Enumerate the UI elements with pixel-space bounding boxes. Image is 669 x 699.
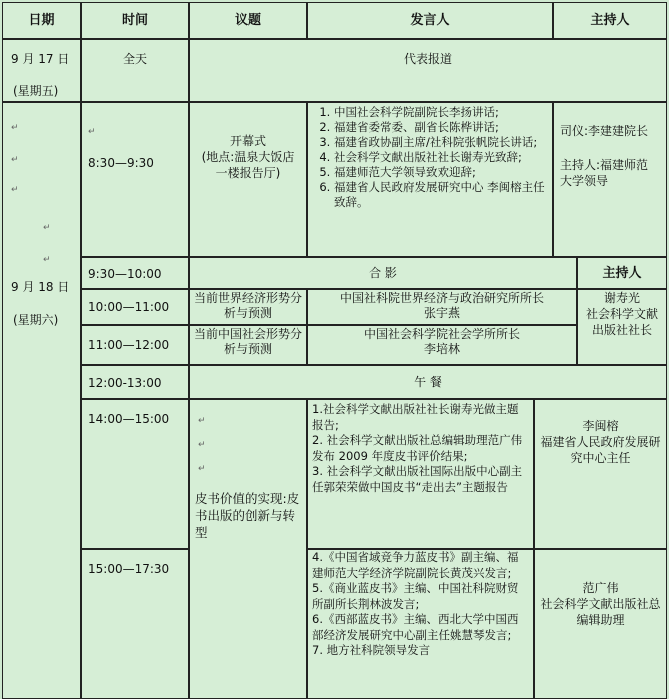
session2-topic: 当前中国社会形势分析与预测 (189, 325, 307, 365)
afternoon-s1-speakers (307, 399, 534, 549)
opening-speaker-4: 4. 社会科学文献出版社社长谢寿光致辞; (334, 150, 548, 165)
session1-topic: 当前世界经济形势分析与预测 (189, 289, 307, 325)
photo-label: 合 影 (189, 257, 577, 289)
day1-weekday: (星期五) (13, 84, 59, 98)
afternoon-topic-cell: ↵ ↵ ↵ 皮书价值的实现:皮书出版的创新与转型 (189, 399, 307, 699)
opening-speaker-5: 5. 福建师范大学领导致欢迎辞; (334, 165, 548, 180)
lunch-time-cell (81, 365, 189, 399)
afternoon-s2-speaker-7: 7. 地方社科院领导发言 (312, 643, 431, 657)
header-host: 主持人 (553, 2, 667, 39)
afternoon-s1-time-cell (81, 399, 189, 549)
opening-speaker-2: 2. 福建省委常委、副省长陈桦讲话; (334, 120, 548, 135)
morning-host: 谢寿光 社会科学文献出版社社长 (577, 289, 667, 365)
afternoon-s1-time: 14:00—15:00 (88, 412, 170, 426)
opening-speakers (307, 102, 553, 257)
afternoon-s2-speakers (307, 549, 534, 699)
session2-time: 11:00—12:00 (88, 338, 170, 352)
session1-speaker (307, 289, 577, 325)
afternoon-s2-speaker-4: 4.《中国省域竞争力蓝皮书》副主编、福建师范大学经济学院副院长黄茂兴发言; (312, 550, 519, 580)
day1-event: 代表报道 (189, 39, 667, 102)
lunch-time: 12:00-13:00 (88, 376, 162, 390)
afternoon-s1-host: 李闽榕 福建省人民政府发展研究中心主任 (534, 399, 667, 549)
opening-host-cell (553, 102, 667, 257)
opening-time-cell: ↵ 8:30—9:30 (81, 102, 189, 257)
day2-weekday: (星期六) (13, 313, 59, 327)
day1-date-cell (2, 39, 81, 102)
session2-speaker-name: 李培林 (423, 342, 460, 356)
lunch-label: 午 餐 (189, 365, 667, 399)
day1-date: 9 月 17 日 (11, 52, 70, 66)
session1-time: 10:00—11:00 (88, 300, 170, 314)
opening-time: 8:30—9:30 (88, 156, 154, 170)
afternoon-s2-time-cell (81, 549, 189, 699)
session1-speaker-name: 张宇燕 (423, 306, 460, 320)
morning-host-header: 主持人 (577, 257, 667, 289)
session2-speaker-title: 中国社会科学院社会学所所长 (363, 327, 520, 341)
session1-time-cell (81, 289, 189, 325)
afternoon-s1-speaker-3: 3. 社会科学文献出版社国际出版中心副主任郭荣荣做中国皮书“走出去”主题报告 (312, 464, 523, 494)
opening-speaker-3: 3. 福建省政协副主席/社科院张帆院长讲话; (334, 135, 548, 150)
header-topic: 议题 (189, 2, 307, 39)
header-speaker: 发言人 (307, 2, 553, 39)
header-time: 时间 (81, 2, 189, 39)
header-date: 日期 (2, 2, 81, 39)
photo-time-cell (81, 257, 189, 289)
afternoon-s2-host: 范广伟 社会科学文献出版社总编辑助理 (534, 549, 667, 699)
opening-host: 主持人:福建师范大学领导 (560, 158, 649, 188)
afternoon-s2-speaker-6: 6.《西部蓝皮书》主编、西北大学中国西部经济发展研究中心副主任姚慧琴发言; (312, 612, 519, 642)
day1-time: 全天 (81, 39, 189, 102)
opening-topic: 开幕式 (地点:温泉大饭店一楼报告厅) (189, 102, 307, 257)
afternoon-s2-speaker-5: 5.《商业蓝皮书》主编、中国社科院财贸所副所长荆林波发言; (312, 581, 519, 611)
session2-time-cell (81, 325, 189, 365)
photo-time: 9:30—10:00 (88, 267, 162, 281)
day2-date-cell: ↵ ↵ ↵ ↵ ↵ 9 月 18 日 (星期六) (2, 102, 81, 699)
opening-speaker-1: 1. 中国社会科学院副院长李扬讲话; (334, 105, 548, 120)
afternoon-s1-speaker-2: 2. 社会科学文献出版社总编辑助理范广伟发布 2009 年度皮书评价结果; (312, 433, 523, 463)
day2-date: 9 月 18 日 (11, 280, 70, 294)
session1-speaker-title: 中国社科院世界经济与政治研究所所长 (339, 291, 544, 305)
session2-speaker (307, 325, 577, 365)
afternoon-s2-time: 15:00—17:30 (88, 562, 170, 576)
afternoon-topic: 皮书价值的实现:皮书出版的创新与转型 (195, 491, 300, 540)
afternoon-s1-speaker-1: 1.社会科学文献出版社社长谢寿光做主题报告; (312, 402, 519, 432)
opening-emcee: 司仪:李建建院长 (560, 124, 649, 138)
opening-speaker-6: 6. 福建省人民政府发展研究中心 李闽榕主任 致辞。 (334, 180, 548, 210)
